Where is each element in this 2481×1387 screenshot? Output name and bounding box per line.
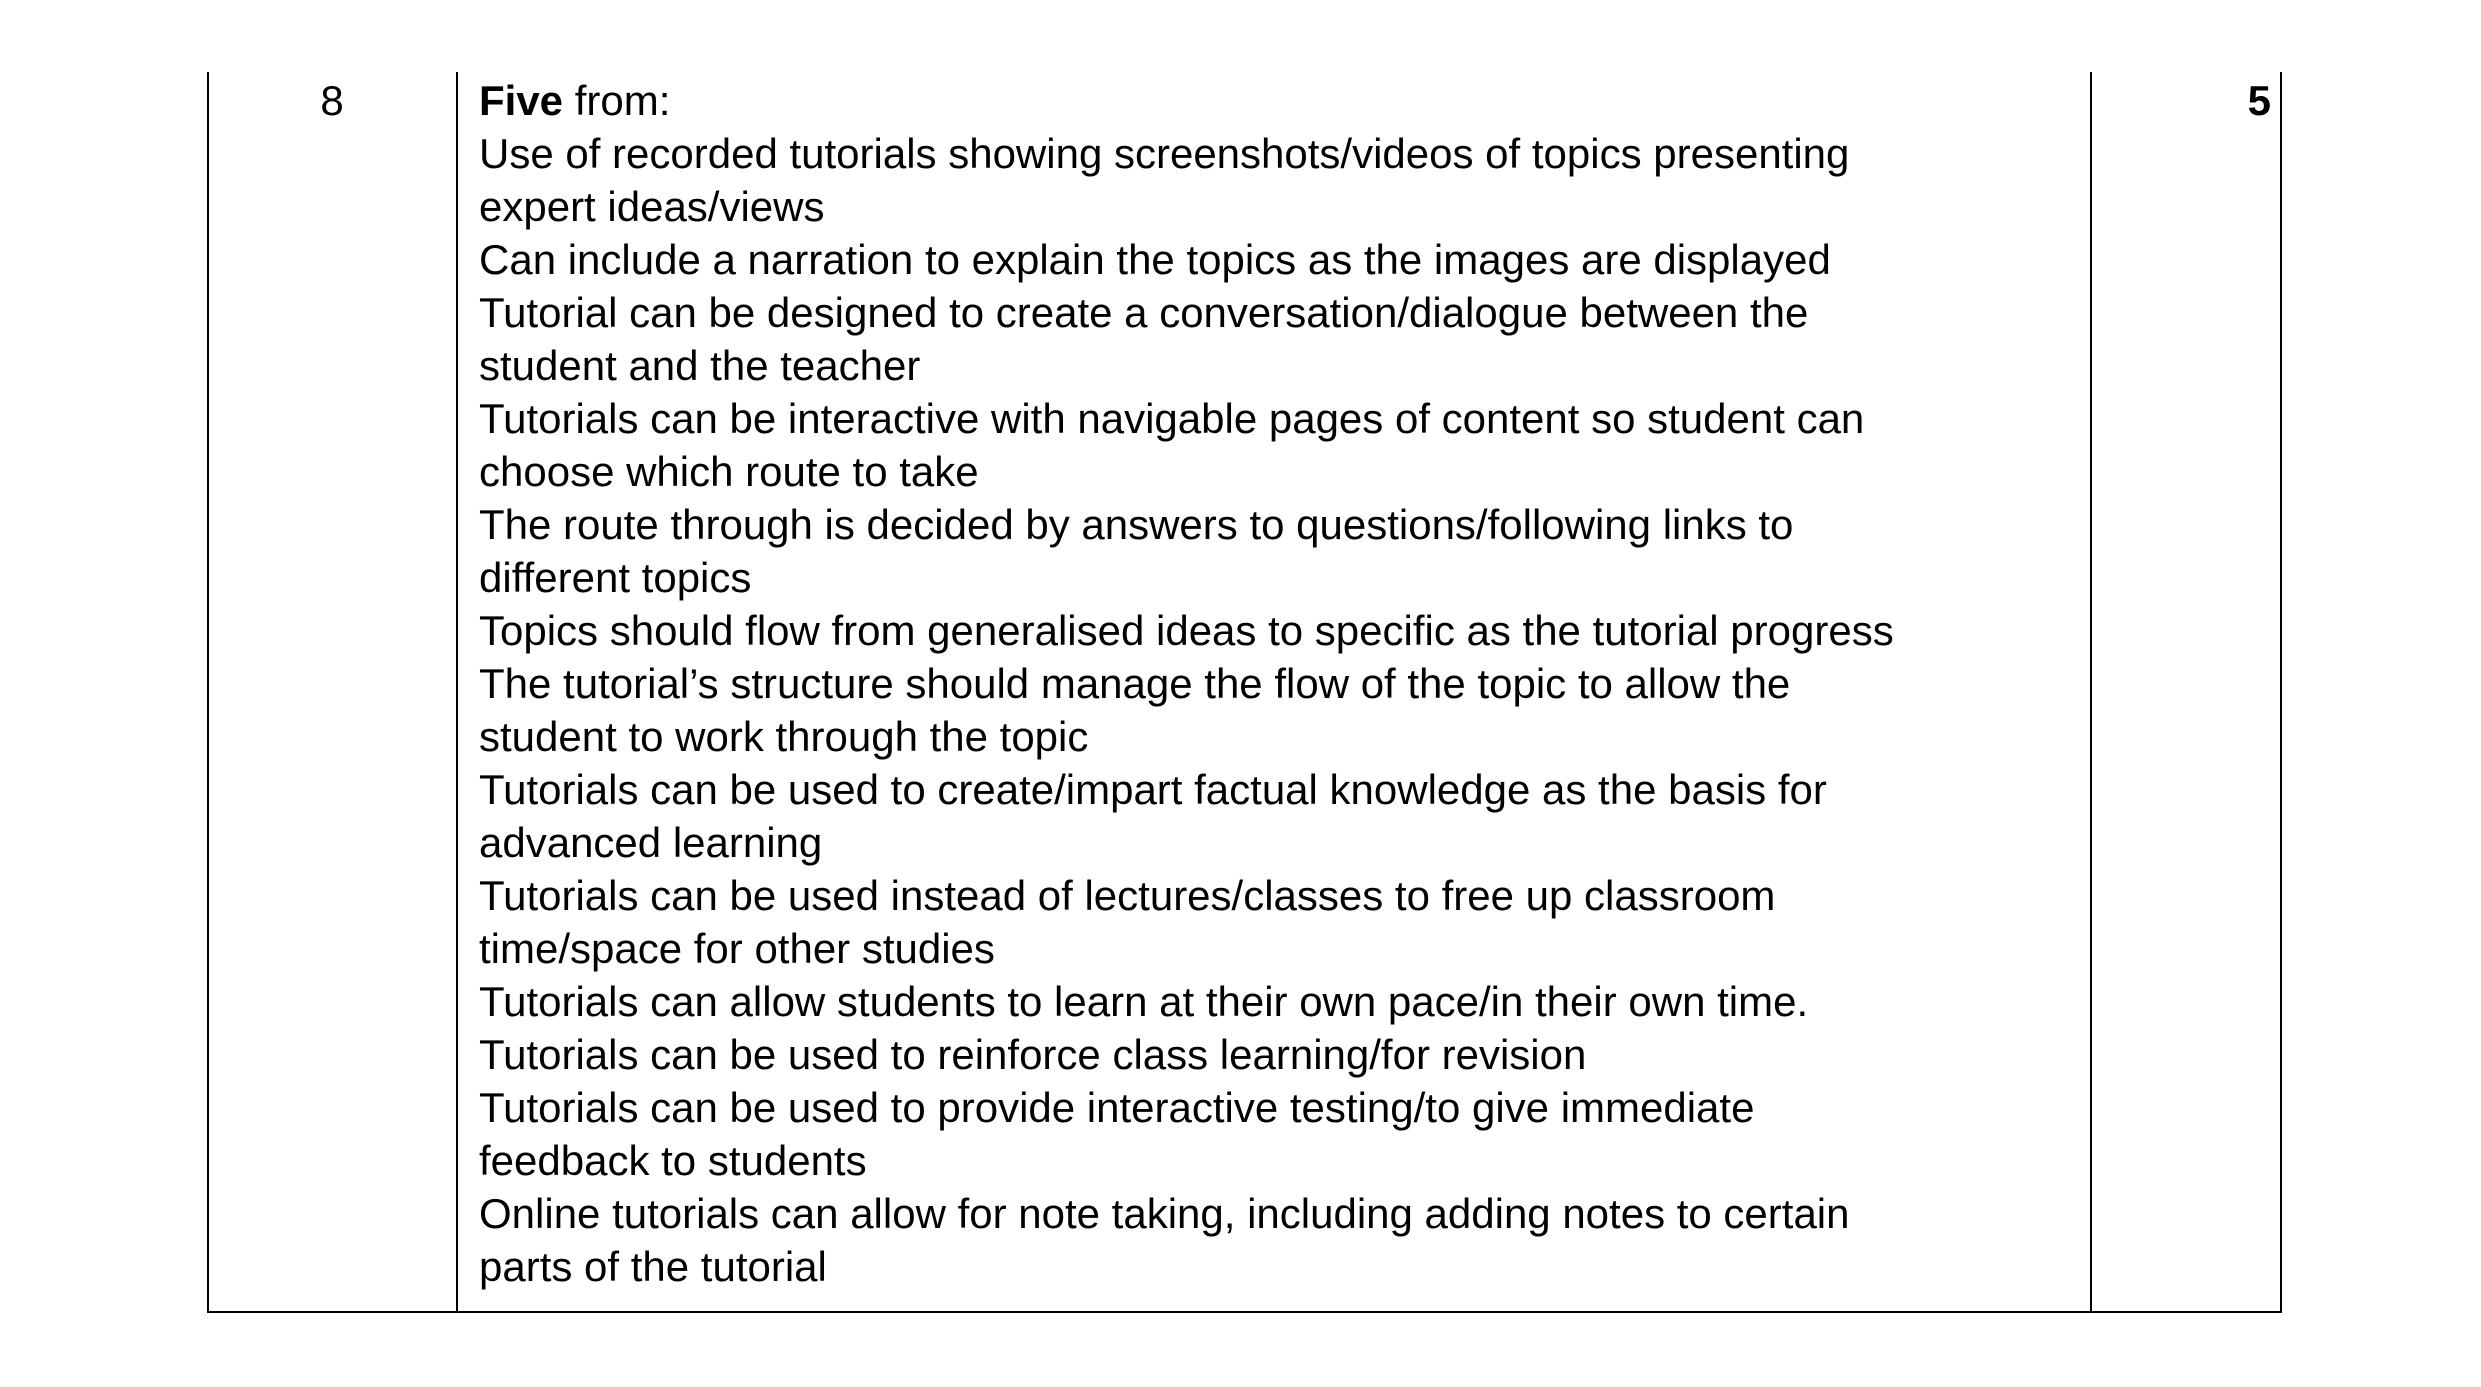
table-border-right: [2280, 72, 2282, 1313]
answer-line: The route through is decided by answers to questions/following links to: [479, 501, 1794, 548]
answer-cell: [479, 72, 2239, 1293]
answer-line: Tutorials can be used to create/impart factual knowledge as the basis for: [479, 766, 1827, 813]
question-number: 8: [320, 77, 344, 124]
answer-lead: [479, 74, 2239, 127]
answer-line: student to work through the topic: [479, 713, 1089, 760]
answer-line: Tutorials can be used instead of lectures/classes to free up classroom: [479, 872, 1776, 919]
answer-line: Tutorials can allow students to learn at their own pace/in their own time.: [479, 978, 1809, 1025]
answer-line: Tutorials can be used to provide interactive testing/to give immediate: [479, 1084, 1755, 1131]
answer-line: Tutorial can be designed to create a conversation/dialogue between the: [479, 289, 1809, 336]
answer-lines: [479, 127, 2239, 1293]
answer-line: expert ideas/views: [479, 183, 825, 230]
answer-line: time/space for other studies: [479, 925, 995, 972]
answer-line: advanced learning: [479, 819, 823, 866]
table-divider-question: [456, 72, 458, 1313]
marks-value: 5: [2247, 77, 2271, 124]
answer-line: parts of the tutorial: [479, 1243, 827, 1290]
answer-line: Tutorials can be interactive with navigable pages of content so student can: [479, 395, 1865, 442]
answer-lead-rest: from:: [563, 77, 671, 124]
answer-line: Tutorials can be used to reinforce class learning/for revision: [479, 1031, 1587, 1078]
answer-line: different topics: [479, 554, 752, 601]
answer-lead-count: Five: [479, 77, 564, 124]
answer-line: Topics should flow from generalised ideas to specific as the tutorial progress: [479, 607, 1894, 654]
mark-scheme-table: [207, 72, 2282, 1313]
answer-line: The tutorial’s structure should manage the flow of the topic to allow the: [479, 660, 1791, 707]
table-border-left: [207, 72, 209, 1313]
answer-line: Online tutorials can allow for note taking, including adding notes to certain: [479, 1190, 1850, 1237]
answer-line: Use of recorded tutorials showing screenshots/videos of topics presenting: [479, 130, 1850, 177]
answer-line: choose which route to take: [479, 448, 979, 495]
answer-line: feedback to students: [479, 1137, 867, 1184]
table-border-bottom: [207, 1311, 2282, 1313]
answer-line: student and the teacher: [479, 342, 921, 389]
answer-line: Can include a narration to explain the topics as the images are displayed: [479, 236, 1831, 283]
